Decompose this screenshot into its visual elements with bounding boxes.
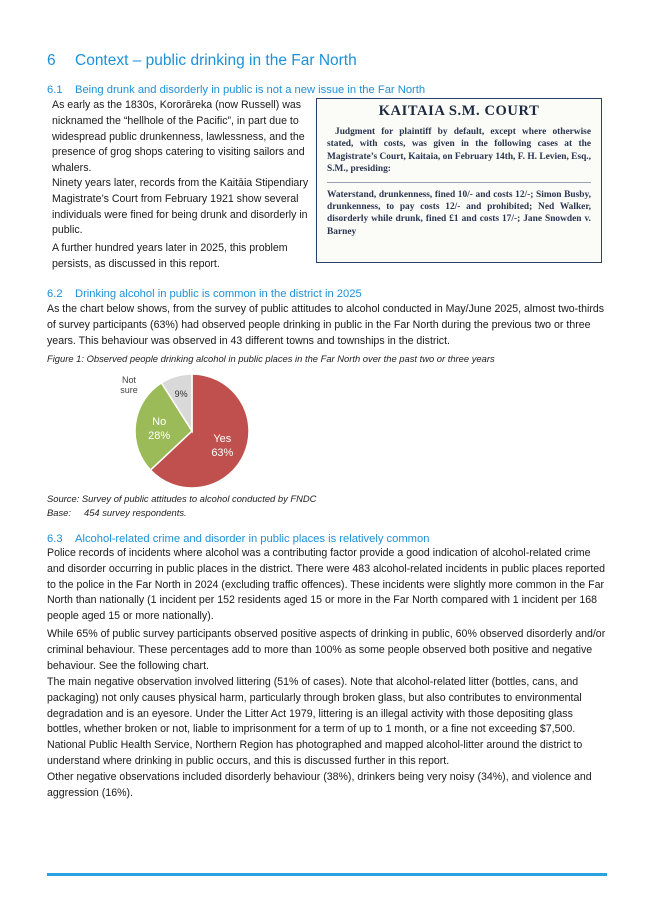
section-number: 6	[47, 52, 56, 69]
paragraph: Other negative observations included disorderly behaviour (38%), drinkers being very noisy (34%), and violence and aggression (16%).	[47, 771, 592, 799]
section-heading	[47, 52, 357, 70]
paragraph: As the chart below shows, from the survey of public attitudes to alcohol conducted in May/June 2025, almost two-thirds of survey participants (63%) had observed people drinking in public in the Far North during the previous two or three years. This behaviour was observed in 43 different towns and townships in the district.	[47, 303, 605, 347]
pie-label-not-sure-name: sure	[120, 385, 138, 395]
subsection-title: Being drunk and disorderly in public is not a new issue in the Far North	[75, 84, 426, 96]
figure-base: Base: 454 survey respondents.	[47, 507, 187, 518]
subsection-number: 6.2	[47, 288, 63, 300]
paragraph: As early as the 1830s, Kororāreka (now Russell) was nicknamed the “hellhole of the Pacific”, in part due to widespread public drunkenness, lawlessness, and the presence of grog shops catering to visiting sailors and whalers.	[52, 99, 305, 175]
section-title: Context – public drinking in the Far North	[75, 52, 357, 69]
pie-label-no-name: No	[152, 415, 167, 428]
newspaper-clipping	[316, 98, 602, 263]
pie-label-no-value: 28%	[148, 429, 171, 442]
paragraph: Ninety years later, records from the Kaitāia Stipendiary Magistrate’s Court from February 1921 show several individuals were fined for being drunk and disorderly in public.	[52, 177, 309, 237]
subsection-heading-6-3	[47, 533, 429, 545]
subsection-number: 6.1	[47, 84, 63, 96]
subsection-title: Drinking alcohol in public is common in the district in 2025	[75, 288, 362, 300]
pie-label-yes-name: Yes	[213, 433, 232, 446]
paragraph: A further hundred years later in 2025, this problem persists, as discussed in this report.	[52, 242, 288, 270]
pie-chart	[90, 366, 270, 496]
subsection-number: 6.3	[47, 533, 63, 545]
paragraph: While 65% of public survey participants observed positive aspects of drinking in public, 60% observed disorderly and/or criminal behaviour. These percentages add to more than 100% as some people observed both positive and negative behaviour. See the following chart.	[47, 628, 606, 672]
subsection-title: Alcohol-related crime and disorder in public places is relatively common	[75, 533, 430, 545]
pie-label-not-sure-name: Not	[121, 375, 137, 385]
paragraph: The main negative observation involved littering (51% of cases). Note that alcohol-related litter (bottles, cans, and packaging) not only causes physical harm, particularly through broken glass, but also contributes to environmental degradation and is an eyesore. Under the Litter Act 1979, littering is an illegal activity with those depositing glass bottles, whether broken or not, liable to imprisonment for a term of up to 1 month, or a fine not exceeding $7,500. National Public Health Service, Northern Region has photographed and mapped alcohol-litter around the district to understand where drinking in public occurs, and this is discussed further in this report.	[47, 676, 583, 767]
footer-rule	[47, 873, 607, 876]
paragraph: Police records of incidents where alcohol was a contributing factor provide a good indication of alcohol-related crime and disorder occurring in public places in the district. There were 483 alcohol-related incidents in public places reported to the police in the Far North in 2024 (excluding traffic offences). These incidents were slightly more common in the Far North than nationally (1 incident per 152 residents aged 15 or more in the Far North compared with 1 incident per 168 people aged 15 or more nationally).	[47, 547, 606, 623]
clipping-paragraph: Judgment for plaintiff by default, except where otherwise stated, with costs, was given in the following cases at the Magistrate’s Court, Kaitaia, on February 14th, F. H. Levien, Esq., S.M., presiding:	[327, 127, 591, 175]
subsection-heading-6-1	[47, 84, 425, 96]
pie-label-yes-value: 63%	[211, 447, 234, 460]
subsection-heading-6-2	[47, 288, 362, 300]
figure-source: Source: Survey of public attitudes to alcohol conducted by FNDC	[47, 493, 317, 504]
figure-caption: Figure 1: Observed people drinking alcohol in public places in the Far North over the past two or three years	[47, 353, 495, 364]
pie-label-not-sure-value: 9%	[174, 388, 188, 399]
clipping-paragraph: Waterstand, drunkenness, fined 10/- and costs 12/-; Simon Busby, drunkenness, to pay costs 12/- and prohibited; Ned Walker, disorderly while drunk, fined £1 and costs 17/-; Jane Snowden v. Barney	[327, 189, 591, 237]
clipping-title: KAITAIA S.M. COURT	[378, 103, 540, 119]
clipping-divider	[327, 182, 591, 183]
